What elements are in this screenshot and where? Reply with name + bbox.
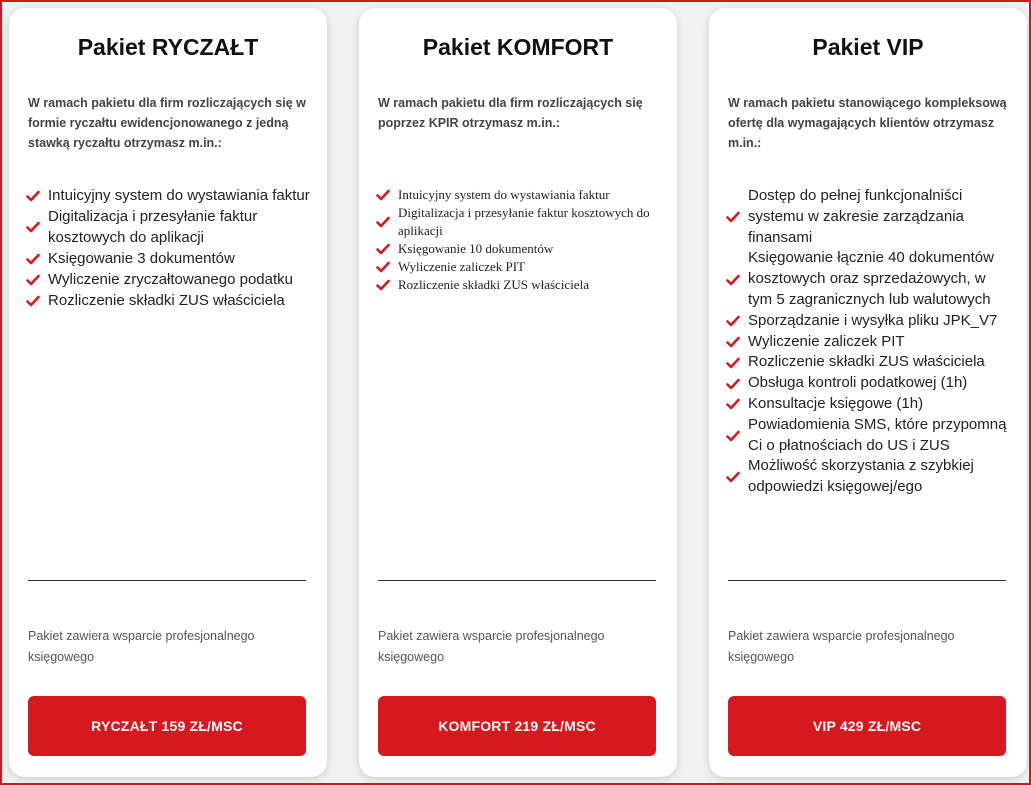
feature-label: Digitalizacja i przesyłanie faktur kosztowych do aplikacji xyxy=(398,205,650,238)
check-icon xyxy=(726,274,740,286)
divider xyxy=(728,580,1006,581)
package-title: Pakiet RYCZAŁT xyxy=(77,34,259,60)
check-icon xyxy=(726,378,740,390)
divider xyxy=(28,580,306,581)
feature-label: Księgowanie 3 dokumentów xyxy=(48,250,235,267)
feature-label: Rozliczenie składki ZUS właściciela xyxy=(398,277,589,292)
feature-label: Powiadomienia SMS, które przypomną Ci o płatnościach do US i ZUS xyxy=(748,415,1007,454)
package-title: Pakiet KOMFORT xyxy=(422,34,614,60)
check-icon xyxy=(26,221,40,233)
check-icon xyxy=(726,471,740,483)
feature-item xyxy=(376,276,660,294)
check-icon xyxy=(376,189,390,201)
feature-item xyxy=(726,456,1010,498)
feature-label: Możliwość skorzystania z szybkiej odpowiedzi księgowej/ego xyxy=(748,457,974,496)
check-icon xyxy=(26,295,40,307)
check-icon xyxy=(376,261,390,273)
package-card-ryczalt xyxy=(9,8,327,777)
package-intro: W ramach pakietu stanowiącego kompleksową ofertę dla wymagających klientów otrzymasz m.in.: xyxy=(728,96,1007,150)
feature-label: Konsultacje księgowe (1h) xyxy=(748,394,924,412)
check-icon xyxy=(26,274,40,286)
package-title: Pakiet VIP xyxy=(812,34,924,60)
check-icon xyxy=(726,357,740,369)
support-note: Pakiet zawiera wsparcie profesjonalnego księgowego xyxy=(728,629,955,664)
check-icon xyxy=(726,336,740,348)
feature-item xyxy=(26,206,310,248)
package-card-komfort xyxy=(359,8,677,777)
feature-label: Intuicyjny system do wystawiania faktur xyxy=(398,187,610,202)
feature-item xyxy=(26,185,310,206)
feature-label: Rozliczenie składki ZUS właściciela xyxy=(48,292,285,309)
feature-label: Obsługa kontroli podatkowej (1h) xyxy=(748,374,968,392)
feature-item xyxy=(376,204,660,240)
feature-label: Sporządzanie i wysyłka pliku JPK_V7 xyxy=(748,311,998,329)
feature-label: Wyliczenie zaliczek PIT xyxy=(748,332,905,350)
select-ryczalt-button[interactable]: RYCZAŁT 159 ZŁ/MSC xyxy=(28,696,306,756)
feature-list xyxy=(376,186,660,294)
feature-item xyxy=(726,415,1010,457)
feature-list xyxy=(26,185,310,311)
check-icon xyxy=(26,190,40,202)
check-icon xyxy=(726,211,740,223)
feature-item xyxy=(726,352,1010,373)
check-icon xyxy=(376,279,390,291)
feature-item xyxy=(726,186,1010,248)
feature-label: Digitalizacja i przesyłanie faktur kosztowych do aplikacji xyxy=(48,208,258,246)
feature-list xyxy=(726,186,1010,498)
check-icon xyxy=(376,216,390,228)
feature-item xyxy=(376,258,660,276)
feature-item xyxy=(376,240,660,258)
feature-label: Księgowanie 10 dokumentów xyxy=(398,241,554,256)
feature-item xyxy=(26,269,310,290)
divider xyxy=(378,580,656,581)
package-intro: W ramach pakietu dla firm rozliczających się poprzez KPIR otrzymasz m.in.: xyxy=(378,96,643,130)
package-card-vip xyxy=(709,8,1027,777)
feature-item xyxy=(726,373,1010,394)
select-komfort-button[interactable]: KOMFORT 219 ZŁ/MSC xyxy=(378,696,656,756)
check-icon xyxy=(726,398,740,410)
support-note: Pakiet zawiera wsparcie profesjonalnego księgowego xyxy=(378,629,605,664)
feature-item xyxy=(726,311,1010,332)
feature-item xyxy=(726,332,1010,353)
select-vip-button[interactable]: VIP 429 ZŁ/MSC xyxy=(728,696,1006,756)
feature-item xyxy=(26,290,310,311)
feature-item xyxy=(26,248,310,269)
support-note: Pakiet zawiera wsparcie profesjonalnego księgowego xyxy=(28,629,255,664)
feature-label: Wyliczenie zaliczek PIT xyxy=(398,259,525,274)
feature-label: Księgowanie łącznie 40 dokumentów kosztowych oraz sprzedażowych, w tym 5 zagranicznych lub walutowych xyxy=(748,249,994,308)
feature-label: Intuicyjny system do wystawiania faktur xyxy=(48,187,310,204)
package-intro: W ramach pakietu dla firm rozliczających się w formie ryczałtu ewidencjonowanego z jedną stawką ryczałtu otrzymasz m.in.: xyxy=(28,96,306,150)
check-icon xyxy=(726,315,740,327)
feature-item xyxy=(726,248,1010,310)
feature-label: Rozliczenie składki ZUS właściciela xyxy=(748,353,985,371)
feature-label: Dostęp do pełnej funkcjonalniści systemu w zakresie zarządzania finansami xyxy=(748,187,964,246)
check-icon xyxy=(726,430,740,442)
feature-label: Wyliczenie zryczałtowanego podatku xyxy=(48,271,293,288)
check-icon xyxy=(26,253,40,265)
feature-item xyxy=(726,394,1010,415)
feature-item xyxy=(376,186,660,204)
check-icon xyxy=(376,243,390,255)
